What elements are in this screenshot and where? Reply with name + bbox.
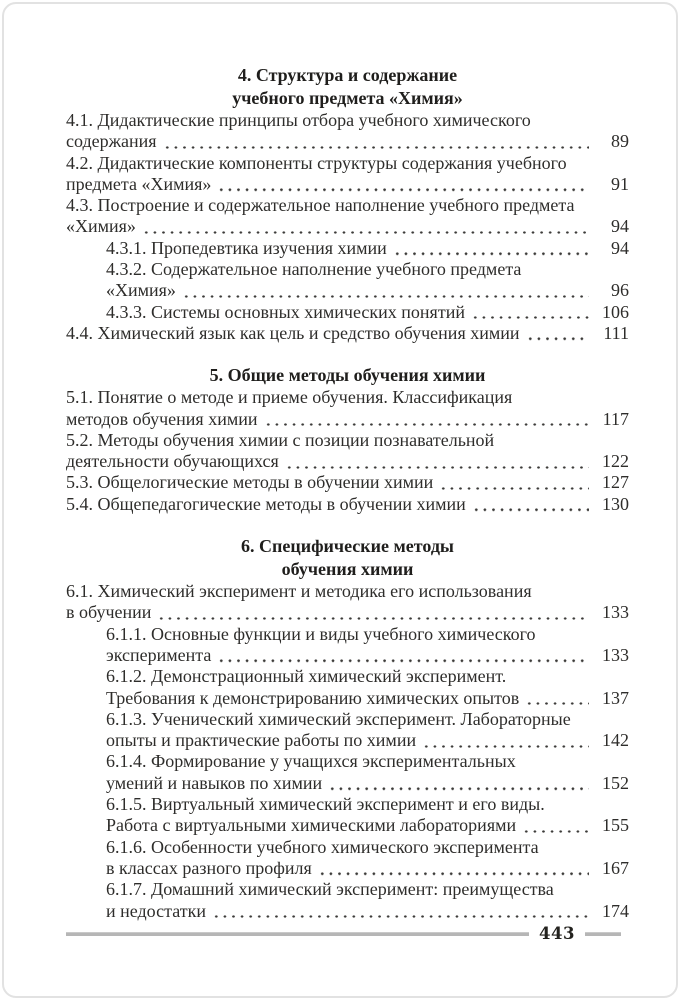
toc-line <box>106 730 629 751</box>
toc-entry-5-4 <box>66 494 629 515</box>
toc-entry-text: умений и навыков по химии <box>106 772 323 793</box>
dot-leader <box>525 702 589 705</box>
toc-line <box>106 280 629 301</box>
toc-entry-4-3 <box>66 195 629 238</box>
toc-section-6 <box>66 535 629 922</box>
toc-line <box>106 624 629 645</box>
toc-entry-6-1-2 <box>66 666 629 709</box>
toc-entry-4-1 <box>66 110 629 153</box>
toc-entry-6-1-1 <box>66 624 629 667</box>
toc-entry-text: и недостатки <box>106 900 206 921</box>
toc-line <box>66 494 629 515</box>
entry-page-number: 133 <box>602 644 629 665</box>
footer-rule-right <box>585 932 621 936</box>
toc-entry-text: 5.2. Методы обучения химии с позиции познавательной <box>66 429 495 450</box>
dot-leader <box>157 617 589 620</box>
dot-leader <box>142 231 589 234</box>
table-of-contents <box>66 64 629 922</box>
entry-page-number: 91 <box>611 173 629 194</box>
toc-line <box>106 773 629 794</box>
toc-line <box>106 815 629 836</box>
toc-entry-text: опыты и практические работы по химии <box>106 730 417 751</box>
dot-leader <box>422 745 589 748</box>
toc-line <box>106 645 629 666</box>
entry-page-number: 94 <box>611 237 629 258</box>
toc-line <box>66 195 629 216</box>
toc-entry-text: 4.3.3. Системы основных химических понятий <box>106 301 465 322</box>
entry-page-number: 130 <box>602 493 629 514</box>
entry-page-number: 142 <box>602 730 629 751</box>
section-heading-line: обучения химии <box>281 559 414 580</box>
toc-entry-5-2 <box>66 430 629 473</box>
toc-entry-4-3-2 <box>66 259 629 302</box>
entry-page-number: 94 <box>611 216 629 237</box>
toc-entry-text: содержания <box>66 131 157 152</box>
toc-line <box>66 602 629 623</box>
toc-entry-6-1-3 <box>66 709 629 752</box>
dot-leader <box>182 295 589 298</box>
toc-line <box>66 153 629 174</box>
toc-line <box>66 581 629 602</box>
entry-page-number: 155 <box>602 815 629 836</box>
toc-entry-text: 5.3. Общелогические методы в обучении химии <box>66 472 434 493</box>
toc-line <box>66 131 629 152</box>
toc-entry-text: 6.1.2. Демонстрационный химический эксперимент. <box>106 666 507 687</box>
toc-line <box>106 837 629 858</box>
toc-entry-text: 6.1.3. Ученический химический эксперимент. Лабораторные <box>106 708 571 729</box>
entry-page-number: 106 <box>602 301 629 322</box>
toc-line <box>106 302 629 323</box>
toc-line <box>106 688 629 709</box>
toc-line <box>66 216 629 237</box>
entry-page-number: 122 <box>602 451 629 472</box>
entry-page-number: 133 <box>602 602 629 623</box>
toc-entry-text: 4.1. Дидактические принципы отбора учебного химического <box>66 110 531 130</box>
toc-entry-5-1 <box>66 387 629 430</box>
entry-page-number: 117 <box>602 408 629 429</box>
dot-leader <box>472 508 589 511</box>
dot-leader <box>522 830 589 833</box>
toc-entry-5-3 <box>66 472 629 493</box>
toc-entry-text: Требования к демонстрированию химических опытов <box>106 687 520 708</box>
dot-leader <box>471 316 589 319</box>
toc-entry-text: 5.4. Общепедагогические методы в обучении химии <box>66 493 466 514</box>
toc-entry-text: методов обучения химии <box>66 408 258 429</box>
section-heading-6 <box>66 535 629 581</box>
dot-leader <box>285 466 589 469</box>
toc-line <box>106 259 629 280</box>
entry-page-number: 111 <box>603 322 629 343</box>
section-heading-line: 5. Общие методы обучения химии <box>209 365 486 386</box>
toc-line <box>66 409 629 430</box>
entry-page-number: 137 <box>602 687 629 708</box>
toc-entry-4-4 <box>66 323 629 344</box>
toc-entry-text: 4.3.1. Пропедевтика изучения химии <box>106 237 387 258</box>
page-footer <box>66 923 621 944</box>
entry-page-number: 96 <box>611 280 629 301</box>
entry-page-number: 89 <box>611 131 629 152</box>
toc-section-4 <box>66 64 629 344</box>
toc-entry-4-3-1 <box>66 238 629 259</box>
footer-rule-left <box>66 932 529 936</box>
toc-entry-6-1-5 <box>66 794 629 837</box>
dot-leader <box>318 872 589 875</box>
toc-entry-text: эксперимента <box>106 644 212 665</box>
toc-entry-text: «Химия» <box>106 280 176 301</box>
toc-line <box>66 451 629 472</box>
toc-line <box>106 879 629 900</box>
section-heading-4 <box>66 64 629 110</box>
section-heading-line: 6. Специфические методы <box>240 536 454 557</box>
toc-entry-text: 6.1.6. Особенности учебного химического эксперимента <box>106 836 539 857</box>
book-page <box>2 2 678 998</box>
dot-leader <box>212 915 589 918</box>
toc-line <box>106 901 629 922</box>
toc-entry-6-1-7 <box>66 879 629 922</box>
toc-entry-text: 6.1.7. Домашний химический эксперимент: преимущества <box>106 879 554 900</box>
dot-leader <box>217 659 589 662</box>
toc-entry-6-1-4 <box>66 751 629 794</box>
toc-line <box>106 794 629 815</box>
toc-entry-text: 6.1.5. Виртуальный химический эксперимент и его виды. <box>106 794 545 815</box>
toc-line <box>66 323 629 344</box>
toc-entry-text: 6.1.4. Формирование у учащихся экспериментальных <box>106 751 516 772</box>
toc-section-5 <box>66 364 629 515</box>
toc-entry-text: 4.4. Химический язык как цель и средство обучения химии <box>66 322 520 343</box>
dot-leader <box>328 787 589 790</box>
toc-entry-text: 4.3. Построение и содержательное наполнение учебного предмета <box>66 195 575 216</box>
entry-page-number: 152 <box>602 772 629 793</box>
toc-entry-text: в классах разного профиля <box>106 857 312 878</box>
toc-line <box>66 387 629 408</box>
toc-entry-text: 4.3.2. Содержательное наполнение учебного предмета <box>106 259 522 280</box>
toc-entry-6-1 <box>66 581 629 624</box>
toc-line <box>66 110 629 131</box>
toc-entry-6-1-6 <box>66 837 629 880</box>
toc-entry-4-3-3 <box>66 302 629 323</box>
toc-entry-text: предмета «Химия» <box>66 173 212 194</box>
toc-entry-text: «Химия» <box>66 216 136 237</box>
entry-page-number: 127 <box>602 472 629 493</box>
toc-entry-4-2 <box>66 153 629 196</box>
toc-entry-text: в обучении <box>66 602 152 623</box>
page-number: 443 <box>539 924 575 943</box>
toc-line <box>106 238 629 259</box>
section-heading-line: 4. Структура и содержание <box>237 65 458 85</box>
toc-line <box>106 858 629 879</box>
toc-entry-text: 4.2. Дидактические компоненты структуры содержания учебного <box>66 152 567 173</box>
toc-line <box>106 666 629 687</box>
dot-leader <box>439 487 589 490</box>
toc-entry-text: 6.1.1. Основные функции и виды учебного химического <box>106 623 536 644</box>
toc-line <box>66 472 629 493</box>
dot-leader <box>264 423 590 426</box>
section-heading-5 <box>66 364 629 387</box>
entry-page-number: 167 <box>602 857 629 878</box>
dot-leader <box>217 188 589 191</box>
toc-line <box>66 430 629 451</box>
toc-entry-text: 6.1. Химический эксперимент и методика его использования <box>66 581 532 602</box>
toc-line <box>106 709 629 730</box>
dot-leader <box>163 146 589 149</box>
toc-entry-text: 5.1. Понятие о методе и приеме обучения. Классификация <box>66 387 513 408</box>
dot-leader <box>526 337 589 340</box>
dot-leader <box>393 252 589 255</box>
entry-page-number: 174 <box>602 900 629 921</box>
toc-entry-text: деятельности обучающихся <box>66 451 279 472</box>
toc-line <box>66 174 629 195</box>
toc-line <box>106 751 629 772</box>
toc-entry-text: Работа с виртуальными химическими лабораториями <box>106 815 517 836</box>
section-heading-line: учебного предмета «Химия» <box>232 88 463 108</box>
